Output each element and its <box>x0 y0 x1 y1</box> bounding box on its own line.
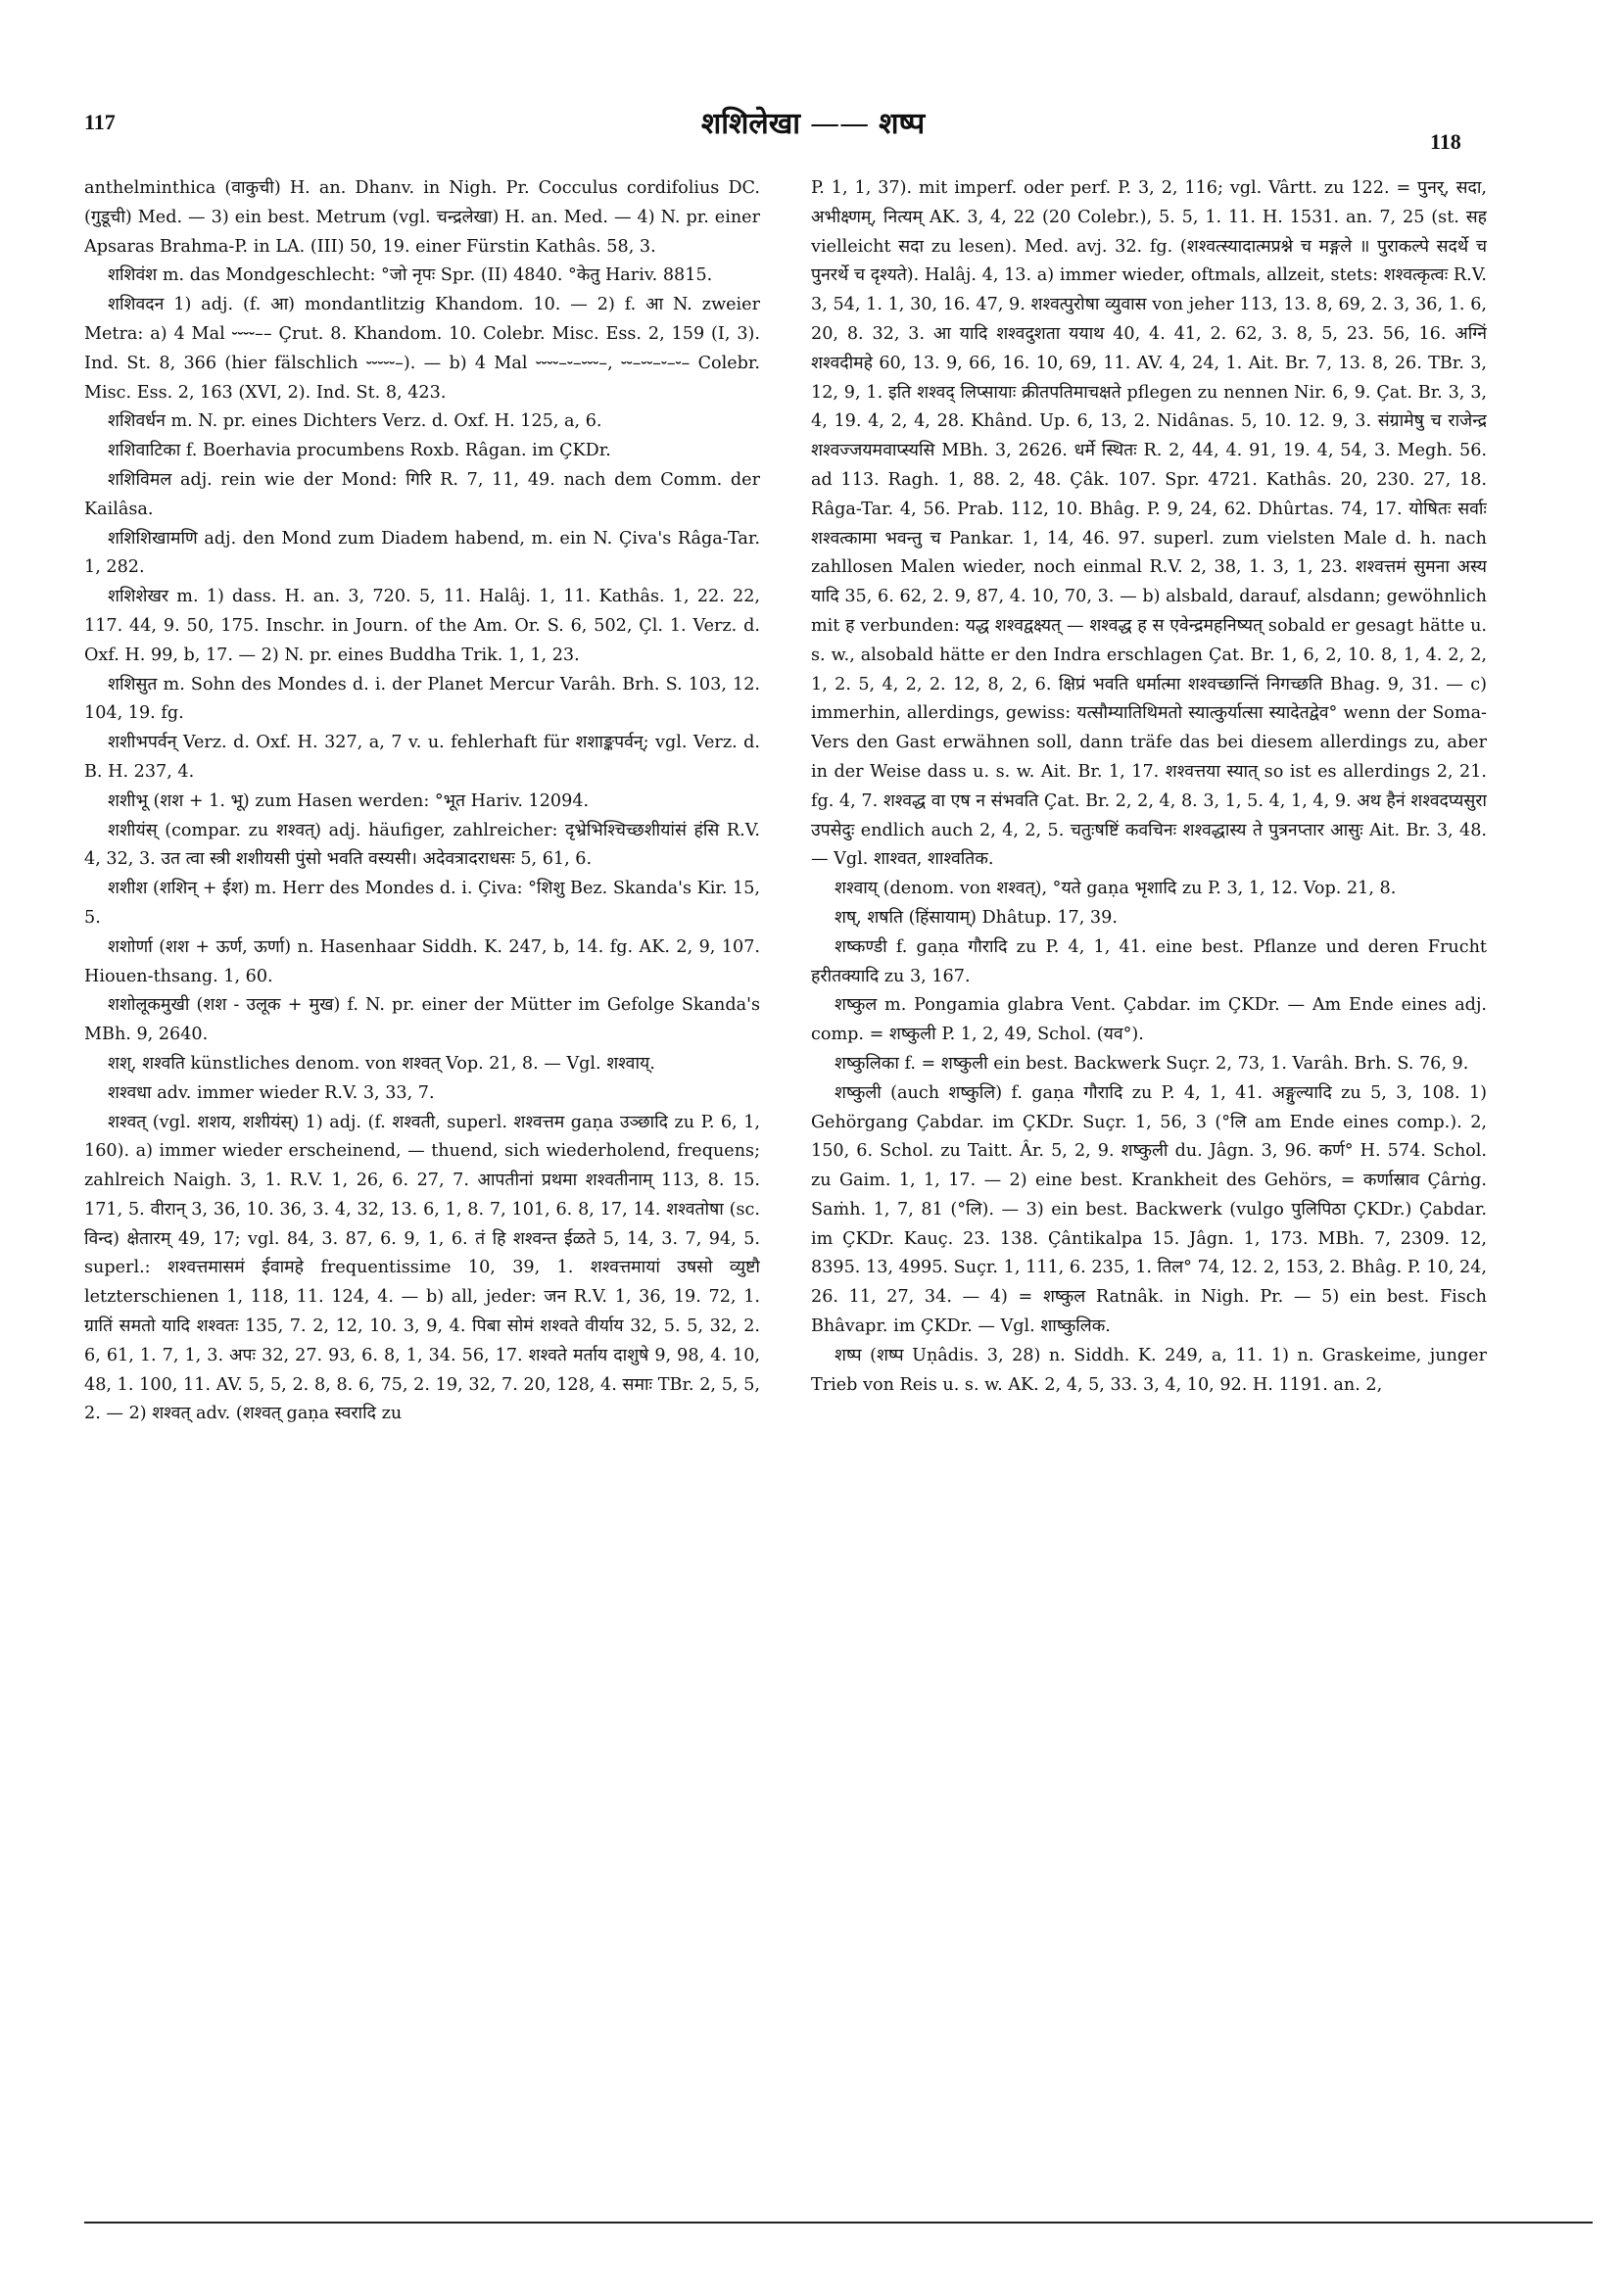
running-head-dash: —— <box>810 107 870 141</box>
dictionary-entry: शष्कुल m. Pongamia glabra Vent. Çabdar. im ÇKDr. — Am Ende eines adj. comp. = शष्कुली P. 1, 2, 49, Schol. (यव°). <box>811 995 1487 1045</box>
dictionary-entry: शशीभू (शश + 1. भू) zum Hasen werden: °भूत Hariv. 12094. <box>108 790 590 811</box>
dictionary-entry: शशीयंस् (compar. zu शश्वत्) adj. häufiger, zahlreicher: दृभ्रेभिश्चिच्छशीयांसं हंसि R.V. 4, 32, 3. उत त्वा स्त्री शशीयसी पुंसो भवति वस्यसी। अदेवत्रादराधसः 5, 61, 6. <box>84 820 760 870</box>
dictionary-entry: शशोलूकमुखी (शश - उलूक + मुख) f. N. pr. einer der Mütter im Gefolge Skanda's MBh. 9, 2640. <box>84 995 760 1045</box>
dictionary-entry: शष्, शषति (हिंसायाम्) Dhâtup. 17, 39. <box>835 907 1118 928</box>
dictionary-entry: शष्प (शष्प Uṇâdis. 3, 28) n. Siddh. K. 249, a, 11. 1) n. Graskeime, junger Trieb von Reis u. s. w. AK. 2, 4, 5, 33. 3, 4, 10, 92. H. 1191. an. 2, <box>811 1345 1487 1395</box>
page-number-right: 118 <box>1430 129 1461 154</box>
dictionary-entry: anthelminthica (वाकुची) H. an. Dhanv. in Nigh. Pr. Cocculus cordifolius DC. (गुडूची) Med. — 3) ein best. Metrum (vgl. चन्द्रलेखा) H. an. Med. — 4) N. pr. einer Apsaras Brahma-P. in LA. (III) 50, 19. einer Fürstin Kathâs. 58, 3. <box>84 178 760 257</box>
dictionary-entry: शशोर्णा (शश + ऊर्ण, ऊर्णा) n. Hasenhaar Siddh. K. 247, b, 14. fg. AK. 2, 9, 107. Hiouen-thsang. 1, 60. <box>84 936 760 986</box>
dictionary-entry: शष्कुली (auch शष्कुलि) f. gaṇa गौरादि zu P. 4, 1, 41. अङ्गुल्यादि zu 5, 3, 108. 1) Gehörgang Çabdar. im ÇKDr. Suçr. 1, 56, 3 (°लि am Ende eines comp.). 2, 150, 6. Schol. zu Taitt. Âr. 5, 2, 9. शष्कुली du. Jâgn. 3, 96. कर्ण° H. 574. Schol. zu Gaim. 1, 1, 17. — 2) eine best. Krankheit des Gehörs, = कर्णास्राव Çârṅg. Saṁh. 1, 7, 81 (°लि). — 3) ein best. Backwerk (vulgo पुलिपिठा ÇKDr.) Çabdar. im ÇKDr. Kauç. 23. 138. Çântikalpa 15. Jâgn. 1, 173. MBh. 7, 2309. 12, 8395. 13, 4995. Suçr. 1, 111, 6. 235, 1. तिल° 74, 12. 2, 153, 2. Bhâg. P. 10, 24, 26. 11, 27, 34. — 4) = शष्कुल Ratnâk. in Nigh. Pr. — 5) ein best. Fisch Bhâvapr. im ÇKDr. — Vgl. शाष्कुलिक. <box>811 1082 1487 1337</box>
dictionary-entry: शशिविमल adj. rein wie der Mond: गिरि R. 7, 11, 49. nach dem Comm. der Kailâsa. <box>84 469 760 519</box>
dictionary-entry: शश्वत् (vgl. शशय, शशीयंस्) 1) adj. (f. शश्वती, superl. शश्वत्तम gaṇa उञ्छादि zu P. 6, 1, 160). a) immer wieder erscheinend, — thuend, sich wiederholend, frequens; zahlreich Naigh. 3, 1. R.V. 1, 26, 6. 27, 7. आपतीनां प्रथमा शश्वतीनाम् 113, 8. 15. 171, 5. वीरान् 3, 36, 10. 36, 3. 4, 32, 13. 6, 1, 8. 7, 101, 6. 8, 17, 14. शश्वतोषा (sc. विन्द) क्षेतारम् 49, 17; vgl. 84, 3. 87, 6. 9, 1, 6. तं हि शश्वन्त ईळते 5, 14, 3. 7, 94, 5. superl.: शश्वत्तमासमं ईवामहे frequentissime 10, 39, 1. शश्वत्तमायां उषसो व्युष्टौ letzterschienen 1, 118, 11. 124, 4. — b) all, jeder: जन R.V. 1, 36, 19. 72, 1. ग्रातिं समतो यादि शश्वतः 135, 7. 2, 12, 10. 3, 9, 4. पिबा सोमं शश्वते वीर्याय 32, 5. 5, 32, 2. 6, 61, 1. 7, 1, 3. अपः 32, 27. 93, 6. 8, 1, 34. 56, 17. शश्वते मर्ताय दाशुषे 9, 98, 4. 10, 48, 1. 100, 11. AV. 5, 5, 2. 8, 8. 6, 75, 2. 19, 32, 7. 20, 128, 4. समाः TBr. 2, 5, 5, 2. — 2) शश्वत् adv. (शश्वत् gaṇa स्वरादि zu <box>84 1112 760 1424</box>
dictionary-entry: शशिवाटिका f. Boerhavia procumbens Roxb. Râgan. im ÇKDr. <box>108 441 611 461</box>
left-column <box>84 174 760 2182</box>
page-number-left: 117 <box>84 110 116 134</box>
dictionary-entry: शष्कण्डी f. gaṇa गौरादि zu P. 4, 1, 41. eine best. Pflanze und deren Frucht हरीतक्यादि zu 3, 167. <box>811 936 1487 986</box>
running-head-first: शशिलेखा <box>700 107 801 141</box>
dictionary-entry: शशिवंश m. das Mondgeschlecht: °जो नृपः Spr. (II) 4840. °केतु Hariv. 8815. <box>108 265 713 286</box>
dictionary-entry: शशिवर्धन m. N. pr. eines Dichters Verz. d. Oxf. H. 125, a, 6. <box>108 411 602 432</box>
right-column <box>811 174 1487 2182</box>
dictionary-entry: शश्, शश्वति künstliches denom. von शश्वत् Vop. 21, 8. — Vgl. शश्वाय्. <box>108 1053 655 1074</box>
dictionary-entry: P. 1, 1, 37). mit imperf. oder perf. P. 3, 2, 116; vgl. Vârtt. zu 122. = पुनर्, सदा, अभीक्ष्णम्, नित्यम् AK. 3, 4, 22 (20 Colebr.), 5. 5, 1. 11. H. 1531. an. 7, 25 (st. सह vielleicht सदा zu lesen). Med. avj. 32. fg. (शश्वत्स्यादात्मप्रश्ने च मङ्गले ॥ पुराकल्पे सदर्थे च पुनरर्थे च दृश्यते). Halâj. 4, 13. a) immer wieder, oftmals, allzeit, stets: शश्वत्कृत्वः R.V. 3, 54, 1. 1, 30, 16. 47, 9. शश्वत्पुरोषा व्युवास von jeher 113, 13. 8, 69, 2. 3, 36, 1. 6, 20, 8. 32, 3. आ यादि शश्वदुशता ययाथ 40, 4. 41, 2. 62, 3. 8, 5, 23. 56, 16. अग्निं शश्वदीमहे 60, 13. 9, 66, 16. 10, 69, 11. AV. 4, 24, 1. Ait. Br. 7, 13. 8, 26. TBr. 3, 12, 9, 1. इति शश्वद् लिप्सायाः क्रीतपतिमाचक्षते pflegen zu nennen Nir. 6, 9. Çat. Br. 3, 3, 4, 19. 4, 2, 4, 28. Khând. Up. 6, 13, 2. Nidânas. 5, 10. 12. 9, 3. संग्रामेषु च राजेन्द्र शश्वज्जयमवाप्स्यसि MBh. 3, 2626. धर्मे स्थितः R. 2, 44, 4. 91, 19. 4, 54, 3. Megh. 56. ad 113. Ragh. 1, 88. 2, 48. Çâk. 107. Spr. 4721. Kathâs. 20, 230. 27, 18. Râga-Tar. 4, 56. Prab. 112, 10. Bhâg. P. 9, 24, 62. Dhûrtas. 74, 17. योषितः सर्वाः शश्वत्कामा भवन्तु च Pankar. 1, 14, 46. 97. superl. zum vielsten Male d. h. nach zahllosen Malen wieder, noch einmal R.V. 2, 38, 1. 3, 1, 23. शश्वत्तमं सुमना अस्य यादि 35, 6. 62, 2. 9, 87, 4. 10, 70, 3. — b) alsbald, darauf, alsdann; gewöhnlich mit ह verbunden: यद्ध शश्वद्वक्ष्यत् — शश्वद्ध ह स एवेन्द्रमहनिष्यत् sobald er gesagt hätte u. s. w., alsobald hätte er den Indra erschlagen Çat. Br. 1, 6, 2, 10. 8, 1, 4. 2, 2, 1, 2. 5, 4, 2, 2. 12, 8, 2, 6. क्षिप्रं भवति धर्मात्मा शश्वच्छान्तिं निगच्छति Bhag. 9, 31. — c) immerhin, allerdings, gewiss: यत्सौम्यातिथिमतो स्यात्कुर्यात्सा स्यादेतद्वेव° wenn der Soma-Vers den Gast erwähnen soll, dann träfe das bei diesem allerdings zu, aber in der Weise dass u. s. w. Ait. Br. 1, 17. शश्वत्तया स्यात् so ist es allerdings 2, 21. fg. 4, 7. शश्वद्ध वा एष न संभवति Çat. Br. 2, 2, 4, 8. 3, 1, 5. 4, 1, 4, 9. अथ हैनं शश्वदप्यसुरा उपसेदुः endlich auch 2, 4, 2, 5. चतुःषष्टिं कवचिनः शश्वद्धास्य ते पुत्रनप्तार आसुः Ait. Br. 3, 48. — Vgl. शाश्वत, शाश्वतिक. <box>811 178 1487 870</box>
dictionary-entry: शश्वाय् (denom. von शश्वत्), °यते gaṇa भृशादि zu P. 3, 1, 12. Vop. 21, 8. <box>835 879 1397 899</box>
dictionary-entry: शष्कुलिका f. = शष्कुली ein best. Backwerk Suçr. 2, 73, 1. Varâh. Brh. S. 76, 9. <box>835 1053 1469 1074</box>
dictionary-entry: शशिवदन 1) adj. (f. आ) mondantlitzig Khandom. 10. — 2) f. आ N. zweier Metra: a) 4 Mal ⏑⏑⏑⏑–– Çrut. 8. Khandom. 10. Colebr. Misc. Ess. 2, 159 (I, 3). Ind. St. 8, 366 (hier fälschlich ⏑⏑⏑⏑⏑–). — b) 4 Mal ⏑⏑⏑⏑–⏑–⏑⏑⏑–, ⏑⏑–⏑⏑–⏑–⏑– Colebr. Misc. Ess. 2, 163 (XVI, 2). Ind. St. 8, 423. <box>84 295 760 403</box>
dictionary-entry: शशीश (शशिन् + ईश) m. Herr des Mondes d. i. Çiva: °शिशु Bez. Skanda's Kir. 15, 5. <box>84 879 760 928</box>
dictionary-entry: शशिशेखर m. 1) dass. H. an. 3, 720. 5, 11. Halâj. 1, 11. Kathâs. 1, 22. 22, 117. 44, 9. 50, 175. Inschr. in Journ. of the Am. Or. S. 6, 502, Çl. 1. Verz. d. Oxf. H. 99, b, 17. — 2) N. pr. eines Buddha Trik. 1, 1, 23. <box>84 587 760 665</box>
dictionary-entry: शश्वधा adv. immer wieder R.V. 3, 33, 7. <box>108 1082 435 1103</box>
dictionary-entry: शशिसुत m. Sohn des Mondes d. i. der Planet Mercur Varâh. Brh. S. 103, 12. 104, 19. fg. <box>84 674 760 724</box>
bottom-rule <box>84 2222 1593 2224</box>
running-head <box>578 102 1048 142</box>
dictionary-entry: शशीभपर्वन् Verz. d. Oxf. H. 327, a, 7 v. u. fehlerhaft für शशाङ्कपर्वन्; vgl. Verz. d. B. H. 237, 4. <box>84 733 760 782</box>
running-head-last: शष्प <box>879 107 926 141</box>
dictionary-entry: शशिशिखामणि adj. den Mond zum Diadem habend, m. ein N. Çiva's Râga-Tar. 1, 282. <box>84 528 760 578</box>
